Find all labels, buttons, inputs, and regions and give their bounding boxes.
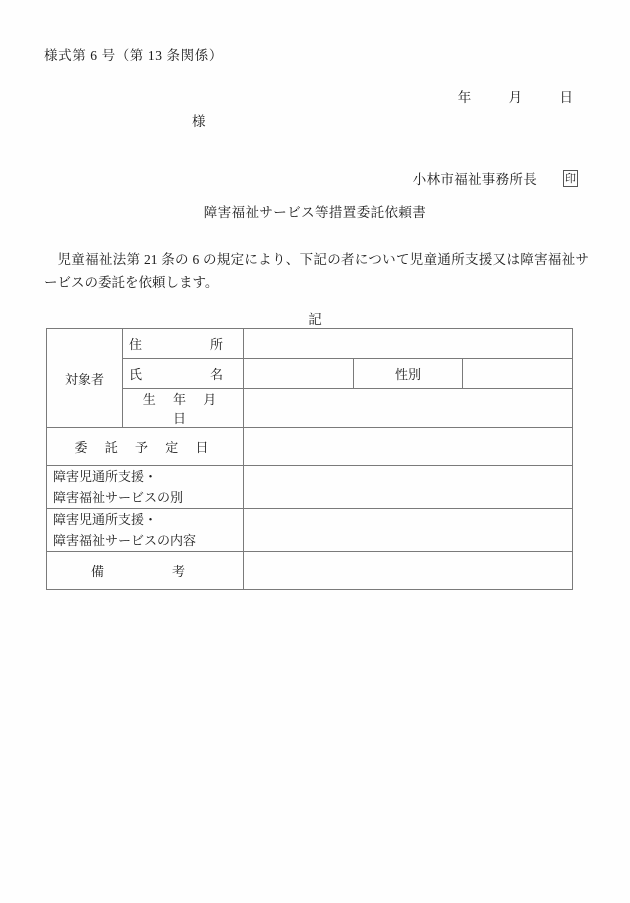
form-code: 様式第 6 号（第 13 条関係）: [44, 48, 223, 63]
subject-details-table: [46, 328, 573, 590]
consign-date-label-cell: 委 託 予 定 日: [47, 428, 244, 466]
name-label-cell: 氏 名: [123, 359, 244, 389]
service-type-value-cell[interactable]: [244, 466, 573, 509]
service-content-value-cell[interactable]: [244, 509, 573, 552]
document-title: 障害福祉サービス等措置委託依頼書: [203, 205, 427, 220]
address-value-cell[interactable]: [244, 329, 573, 359]
ki-marker: 記: [308, 312, 322, 327]
service-content-label-line1: 障害児通所支援・: [53, 512, 158, 527]
remarks-value-cell[interactable]: [244, 552, 573, 590]
sex-label-cell: 性別: [353, 359, 463, 389]
date-month-label: 月: [508, 90, 523, 105]
birthdate-label-cell: 生 年 月 日: [123, 389, 244, 428]
service-type-label-line1: 障害児通所支援・: [53, 469, 158, 484]
address-label-cell: 住 所: [123, 329, 244, 359]
issuer-line: [413, 168, 578, 188]
remarks-label-cell: 備 考: [47, 552, 244, 590]
date-day-label: 日: [559, 90, 573, 105]
table-row: [47, 466, 573, 509]
table-row: [47, 428, 573, 466]
date-year-label: 年: [457, 90, 472, 105]
service-content-label-line2: 障害福祉サービスの内容: [53, 533, 197, 548]
name-value-cell[interactable]: [244, 359, 354, 389]
addressee-honorific: 様: [192, 114, 206, 129]
service-content-label-cell: [47, 509, 244, 552]
table-row: [47, 509, 573, 552]
table-row: [47, 552, 573, 590]
subject-label-cell: 対象者: [47, 329, 123, 428]
table-row: [47, 329, 573, 359]
date-line: [458, 86, 573, 106]
body-paragraph: [44, 248, 589, 294]
service-type-label-cell: [47, 466, 244, 509]
issuer-name: 小林市福祉事務所長: [412, 172, 537, 187]
table-row: [47, 359, 573, 389]
birthdate-value-cell[interactable]: [244, 389, 573, 428]
seal-stamp-icon: 印: [563, 170, 578, 187]
service-type-label-line2: 障害福祉サービスの別: [53, 490, 184, 505]
sex-value-cell[interactable]: [463, 359, 573, 389]
body-paragraph-text: 児童福祉法第 21 条の 6 の規定により、下記の者について児童通所支援又は障害福祉サービスの委託を依頼します。: [44, 252, 589, 290]
consign-date-value-cell[interactable]: [244, 428, 573, 466]
table-row: [47, 389, 573, 428]
